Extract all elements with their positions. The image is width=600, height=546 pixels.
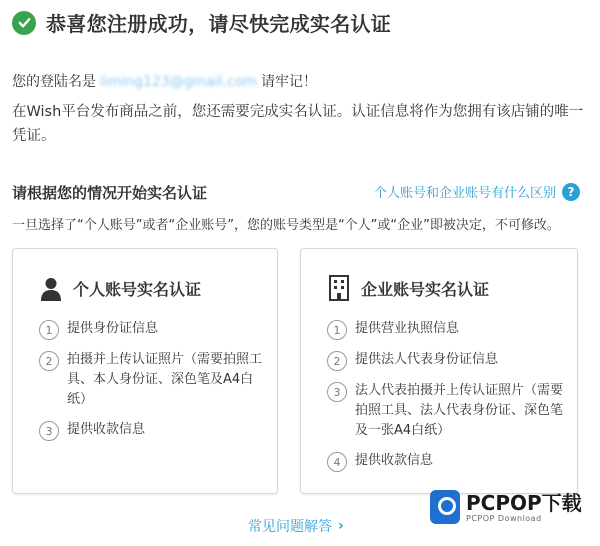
step-text: 提供法人代表身份证信息	[355, 352, 499, 367]
watermark-subtitle: PCPOP Download	[466, 513, 542, 523]
card-header	[39, 275, 201, 301]
step-list	[39, 319, 265, 451]
faq-link[interactable]	[248, 516, 344, 536]
step-item	[39, 350, 265, 410]
step-number: 2	[39, 351, 59, 371]
pcpop-logo-icon	[430, 490, 460, 524]
login-name-line	[12, 71, 317, 91]
account-difference-link[interactable]	[374, 182, 580, 201]
watermark-title	[466, 492, 582, 514]
step-list	[327, 319, 565, 482]
step-text: 拍摄并上传认证照片（需要拍照工具、本人身份证、深色笔及A4白纸）	[67, 352, 263, 407]
step-text: 提供收款信息	[67, 422, 146, 437]
step-item	[39, 319, 265, 340]
step-number: 4	[327, 452, 347, 472]
building-icon	[327, 275, 351, 301]
help-link-label: 个人账号和企业账号有什么区别	[373, 186, 556, 201]
intro-text: 在Wish平台发布商品之前，您还需要完成实名认证。认证信息将作为您拥有该店铺的唯一凭证。	[12, 104, 584, 144]
login-prefix: 您的登陆名是	[12, 74, 96, 90]
chevron-right-icon: ›	[338, 518, 344, 534]
login-suffix: 请牢记！	[261, 74, 318, 90]
step-item	[327, 381, 565, 441]
watermark-cn: 下载	[541, 490, 582, 515]
faq-label: 常见问题解答	[248, 519, 332, 535]
step-number: 1	[39, 320, 59, 340]
watermark-main: PCPOP	[466, 490, 542, 515]
pcpop-watermark	[430, 490, 582, 524]
card-header	[327, 275, 489, 301]
step-number: 3	[39, 421, 59, 441]
success-check-icon	[12, 11, 36, 35]
step-text: 提供营业执照信息	[355, 321, 460, 336]
step-item	[327, 350, 565, 371]
step-text: 提供身份证信息	[67, 321, 159, 336]
page-header	[12, 8, 391, 37]
card-title: 企业账号实名认证	[361, 279, 490, 299]
login-email: liming123@gmail.com	[100, 74, 258, 90]
step-number: 1	[327, 320, 347, 340]
step-item	[327, 319, 565, 340]
step-item	[39, 420, 265, 441]
step-number: 2	[327, 351, 347, 371]
step-text: 法人代表拍摄并上传认证照片（需要拍照工具、法人代表身份证、深色笔及一张A4白纸）	[355, 383, 564, 438]
account-type-notice: 一旦选择了“个人账号”或者“企业账号”，您的账号类型是“个人”或“企业”即被决定，不可修改。	[12, 218, 560, 233]
step-item	[327, 451, 565, 472]
step-number: 3	[327, 382, 347, 402]
question-icon: ?	[562, 183, 580, 201]
page-title: 恭喜您注册成功，请尽快完成实名认证	[46, 12, 392, 36]
section-title: 请根据您的情况开始实名认证	[12, 184, 208, 202]
business-verification-card[interactable]	[300, 248, 578, 494]
personal-verification-card[interactable]	[12, 248, 278, 494]
person-icon	[39, 275, 63, 301]
card-title: 个人账号实名认证	[73, 279, 202, 299]
step-text: 提供收款信息	[355, 453, 434, 468]
